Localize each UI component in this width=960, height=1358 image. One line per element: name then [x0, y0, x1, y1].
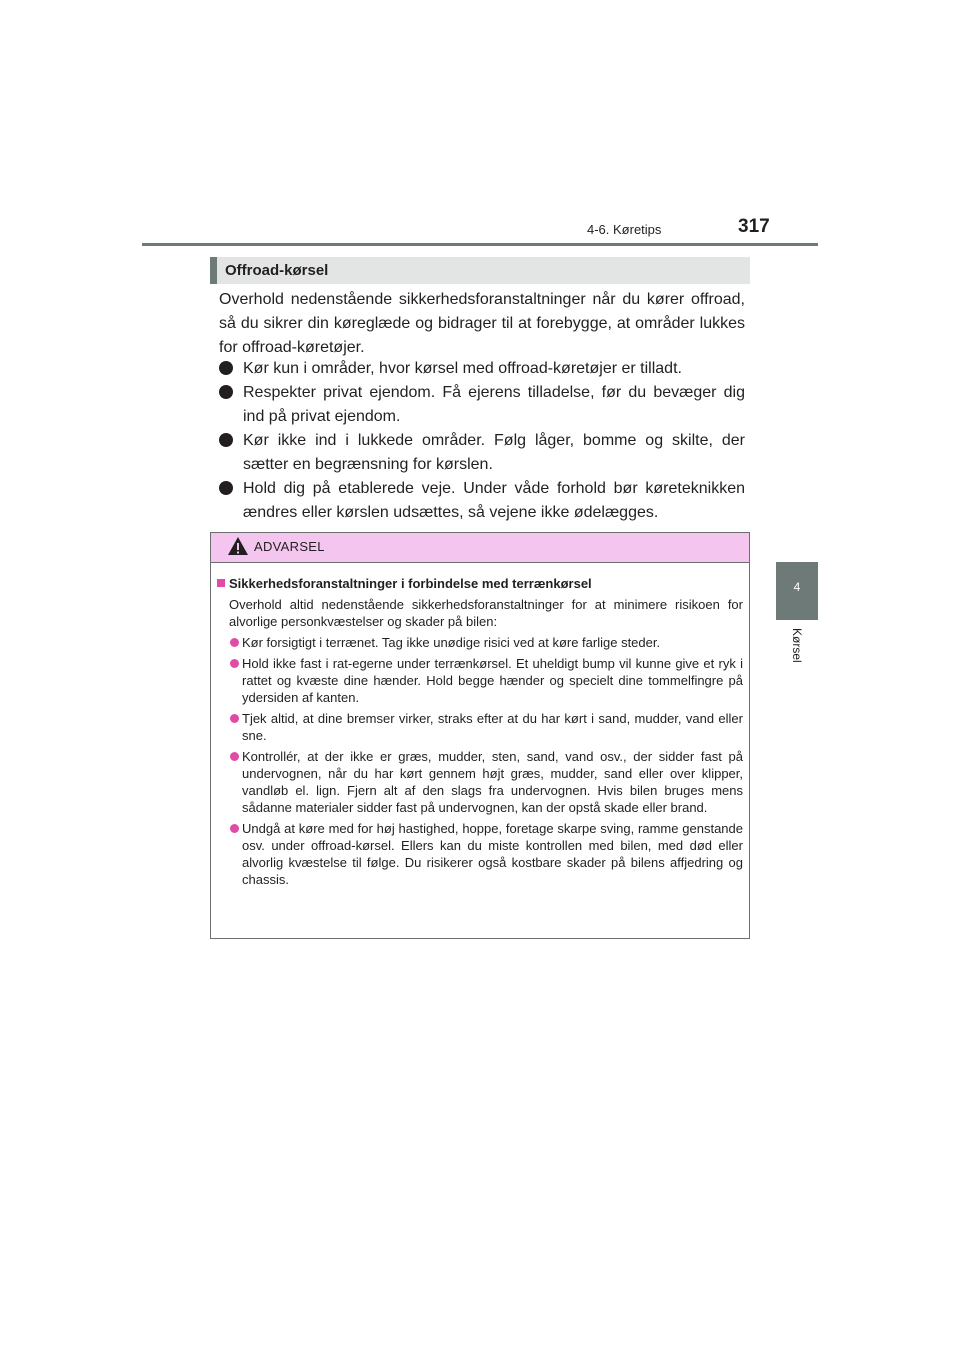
warning-item-text: Kør forsigtigt i terrænet. Tag ikke unødige risici ved at køre farlige steder.	[242, 635, 661, 650]
list-item	[219, 357, 745, 381]
list-item	[217, 710, 743, 744]
header-section-title: 4-6. Køretips	[587, 222, 662, 237]
list-item	[217, 634, 743, 651]
bullet-icon	[219, 481, 233, 495]
warning-item-text: Hold ikke fast i rat-egerne under terrænkørsel. Et uheldigt bump vil kunne give et ryk i rattet og kvæste dine hænder. Hold begge hænder og specielt dine tommelfingre på ydersiden af kanten.	[242, 656, 743, 705]
bullet-icon	[219, 433, 233, 447]
bullet-icon	[230, 824, 239, 833]
section-title: Offroad-kørsel	[225, 262, 329, 279]
warning-item-text: Kontrollér, at der ikke er græs, mudder, sten, sand, vand osv., der sidder fast på undervognen, når du har kørt gennem højt græs, mudder, sand eller over klipper, vandløb el. lign. Fjern alt af den slags fra undervognen. Hvis bilen bruges mens sådanne materialer sidder fast på undervognen, kan der opstå skade eller brand.	[242, 749, 743, 815]
chapter-label-text: Kørsel	[790, 628, 804, 663]
list-item	[219, 429, 745, 477]
list-item	[219, 477, 745, 525]
page-number: 317	[738, 216, 770, 237]
warning-list	[217, 634, 743, 888]
bullet-text: Kør kun i områder, hvor kørsel med offroad-køretøjer er tilladt.	[243, 360, 682, 377]
section-heading-bar	[210, 257, 217, 284]
bullet-icon	[219, 361, 233, 375]
list-item	[217, 748, 743, 816]
bullet-icon	[219, 385, 233, 399]
chapter-label	[790, 628, 804, 688]
warning-title-text: Sikkerhedsforanstaltninger i forbindelse med terrænkørsel	[229, 576, 592, 591]
warning-title	[217, 575, 743, 592]
section-intro: Overhold nedenstående sikkerhedsforanstaltninger når du kører offroad, så du sikrer din køreglæde og bidrager til at forebygge, at områder lukkes for offroad-køretøjer.	[219, 291, 745, 356]
section-heading	[210, 257, 750, 284]
bullet-list	[219, 357, 745, 525]
bullet-text: Respekter privat ejendom. Få ejerens tilladelse, før du bevæger dig ind på privat ejendom.	[243, 384, 745, 425]
bullet-icon	[230, 638, 239, 647]
warning-triangle-icon	[227, 536, 249, 556]
list-item	[217, 820, 743, 888]
bullet-text: Hold dig på etablerede veje. Under våde forhold bør køreteknikken ændres eller kørslen udsættes, så vejene ikke ødelægges.	[243, 480, 745, 521]
warning-intro: Overhold altid nedenstående sikkerhedsforanstaltninger for at minimere risikoen for alvorlige personkvæstelser og skader på bilen:	[229, 597, 743, 629]
chapter-tab	[776, 562, 818, 620]
warning-item-text: Undgå at køre med for høj hastighed, hoppe, foretage skarpe sving, ramme genstande osv. under offroad-kørsel. Ellers kan du miste kontrollen med bilen, med død eller alvorlig kvæstelse til følge. Du risikerer også kostbare skader på bilens affjedring og chassis.	[242, 821, 743, 887]
bullet-icon	[230, 752, 239, 761]
list-item	[217, 655, 743, 706]
warning-item-text: Tjek altid, at dine bremser virker, straks efter at du har kørt i sand, mudder, vand eller sne.	[242, 711, 743, 743]
warning-header	[211, 533, 749, 563]
chapter-number: 4	[793, 580, 801, 594]
list-item	[219, 381, 745, 429]
warning-label: ADVARSEL	[254, 539, 325, 554]
header-rule	[142, 243, 818, 246]
warning-box	[210, 532, 750, 939]
bullet-text: Kør ikke ind i lukkede områder. Følg låger, bomme og skilte, der sætter en begrænsning for kørslen.	[243, 432, 745, 473]
square-bullet-icon	[217, 579, 225, 587]
warning-body	[217, 575, 743, 888]
bullet-icon	[230, 659, 239, 668]
bullet-icon	[230, 714, 239, 723]
